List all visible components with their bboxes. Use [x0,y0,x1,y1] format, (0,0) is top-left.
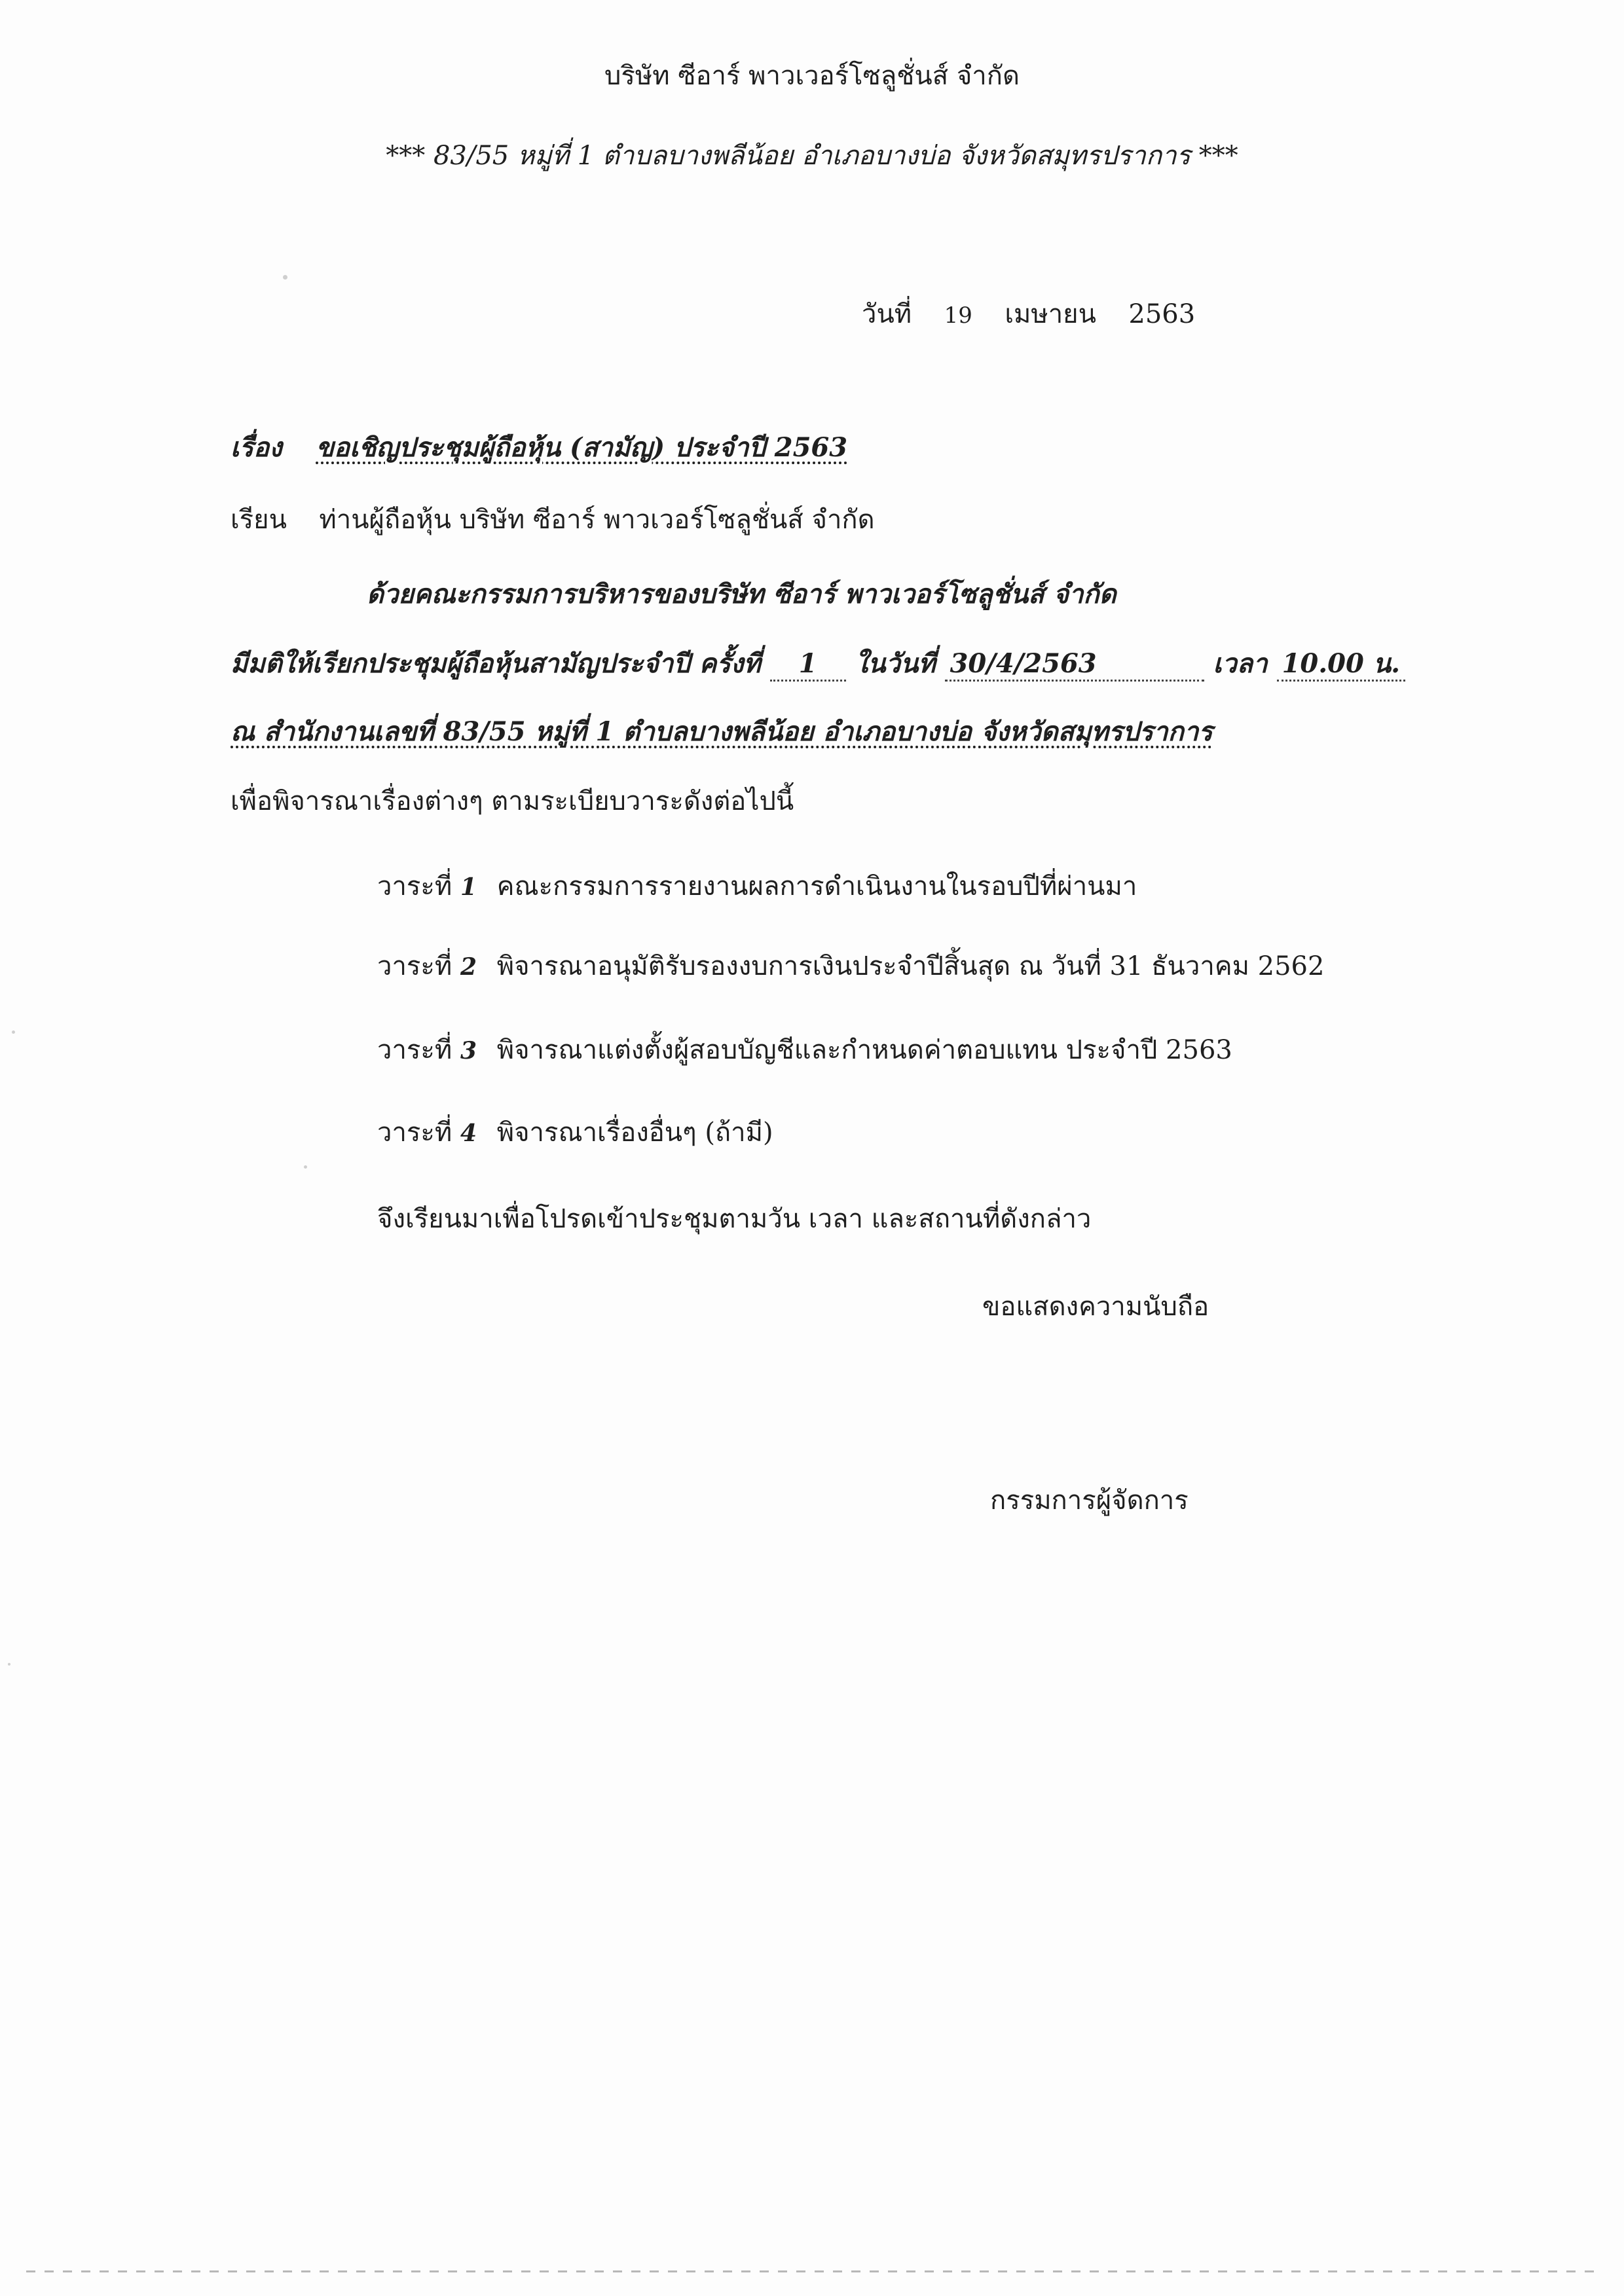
agenda-item [377,1034,1232,1066]
agenda-number: 1 [460,873,477,901]
agenda-text: พิจารณาอนุมัติรับรองงบการเงินประจำปีสิ้นสุด ณ วันที่ 31 ธันวาคม 2562 [496,951,1325,981]
agenda-label: วาระที่ 1 [377,871,477,902]
signatory-title: กรรมการผู้จัดการ [990,1485,1189,1516]
letter-date [862,299,1195,330]
body-line-2 [231,648,1405,682]
date-year: 2563 [1128,299,1196,329]
closing-regards: ขอแสดงความนับถือ [982,1292,1209,1322]
meeting-time: 10.00 น. [1277,648,1405,682]
meeting-number: 1 [770,648,846,682]
scan-edge-line [26,2270,1598,2272]
meeting-date: 30/4/2563 [945,648,1204,682]
date-month: เมษายน [1005,299,1096,329]
agenda-label: วาระที่ 3 [377,1035,477,1065]
salutation-line [231,504,875,536]
agenda-label: วาระที่ 4 [377,1118,477,1148]
agenda-item [377,951,1324,982]
agenda-item [377,871,1137,902]
signature-area [969,1401,1270,1440]
meeting-date-label: ในวันที่ [855,648,936,679]
closing-invitation: จึงเรียนมาเพื่อโปรดเข้าประชุมตามวัน เวลา และสถานที่ดังกล่าว [377,1204,1092,1234]
meeting-venue: ณ สำนักงานเลขที่ 83/55 หมู่ที่ 1 ตำบลบางพลีน้อย อำเภอบางบ่อ จังหวัดสมุทรปราการ [231,716,1213,747]
scan-speck [283,275,287,280]
agenda-number: 4 [460,1120,477,1147]
subject-line [231,432,847,464]
body-line-4: เพื่อพิจารณาเรื่องต่างๆ ตามระเบียบวาระดังต่อไปนี้ [231,786,794,816]
date-label: วันที่ [862,299,912,329]
company-name: บริษัท ซีอาร์ พาวเวอร์โซลูชั่นส์ จำกัด [604,61,1020,91]
body-line-1: ด้วยคณะกรรมการบริหารของบริษัท ซีอาร์ พาวเวอร์โซลูชั่นส์ จำกัด [367,579,1116,610]
date-day: 19 [944,302,972,329]
agenda-item [377,1117,773,1148]
salutation-label: เรียน [231,505,287,535]
scan-speck [304,1165,307,1169]
resolution-text: มีมติให้เรียกประชุมผู้ถือหุ้นสามัญประจำปี ครั้งที่ [231,648,761,679]
agenda-text: คณะกรรมการรายงานผลการดำเนินงานในรอบปีที่ผ่านมา [496,871,1137,902]
company-address: *** 83/55 หมู่ที่ 1 ตำบลบางพลีน้อย อำเภอบางบ่อ จังหวัดสมุทรปราการ *** [386,141,1238,171]
agenda-text: พิจารณาแต่งตั้งผู้สอบบัญชีและกำหนดค่าตอบแทน ประจำปี 2563 [496,1035,1232,1065]
meeting-time-label: เวลา [1213,648,1268,679]
salutation-text: ท่านผู้ถือหุ้น บริษัท ซีอาร์ พาวเวอร์โซลูชั่นส์ จำกัด [319,505,875,535]
subject-label: เรื่อง [231,432,282,463]
agenda-text: พิจารณาเรื่องอื่นๆ (ถ้ามี) [496,1118,773,1148]
body-line-3 [231,716,1213,748]
subject-text: ขอเชิญประชุมผู้ถือหุ้น (สามัญ) ประจำปี 2563 [316,432,848,463]
scan-speck [8,1663,10,1666]
agenda-number: 3 [460,1037,477,1065]
scan-speck [12,1030,15,1034]
agenda-number: 2 [460,953,477,981]
agenda-label: วาระที่ 2 [377,951,477,981]
